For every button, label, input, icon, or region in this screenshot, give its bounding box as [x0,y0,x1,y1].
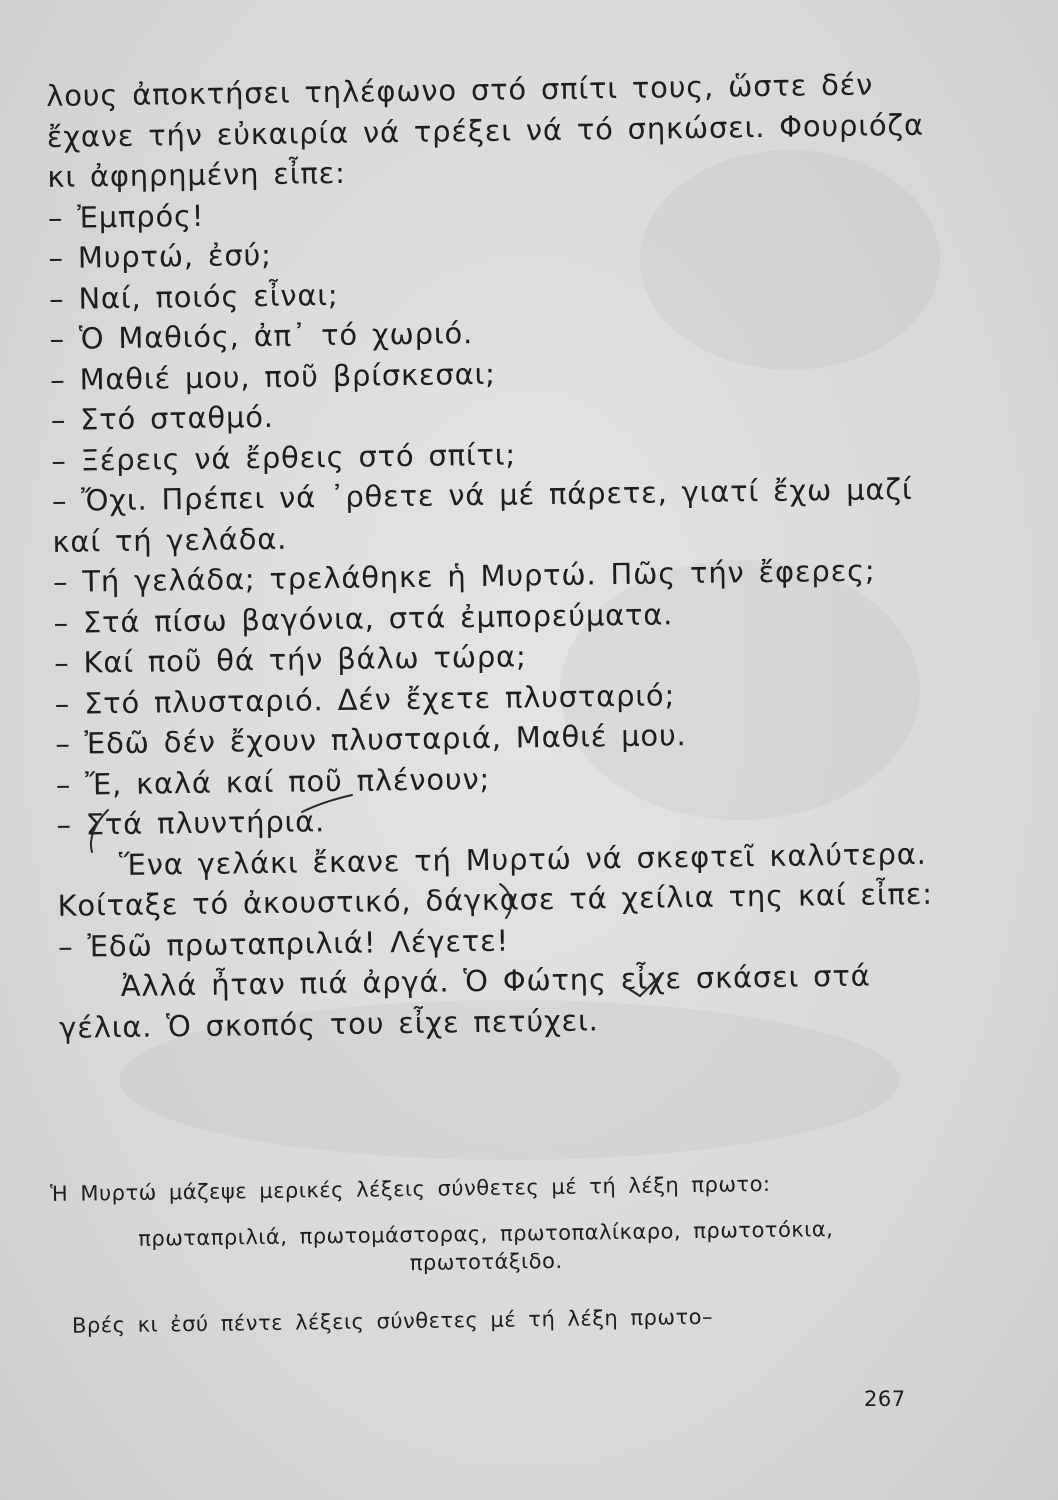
exercise-section [50,1168,912,1340]
dialogue-line: – Στά πλυντήρια. [56,804,326,842]
dialogue-line: – Ἐδῶ πρωταπριλιά! Λέγετε! [57,923,510,964]
dialogue-line: – Ἔ, καλά καί ποῦ πλένουν; [55,761,491,802]
dialogue-line: – Στό σταθμό. [50,399,275,437]
dialogue-line: – Μυρτώ, ἐσύ; [48,237,272,275]
exercise-examples-line: πρωτοτάξιδο. [409,1248,563,1275]
dialogue-line: – Τή γελάδα; τρελάθηκε ἡ Μυρτώ. Πῶς τήν ἔφερες; [52,553,876,599]
story-line: κι ἀφηρημένη εἶπε: [47,155,346,194]
exercise-intro: Ἡ Μυρτώ μάζεψε μερικές λέξεις σύνθετες μέ τή λέξη πρωτο: [50,1171,771,1206]
dialogue-line: – Ξέρεις νά ἔρθεις στό σπίτι; [51,436,517,478]
page-number: 267 [864,1387,906,1411]
dialogue-line: – Καί ποῦ θά τήν βάλω τώρα; [53,639,527,680]
exercise-examples-line: πρωταπριλιά, πρωτομάστορας, πρωτοπαλίκαρο, πρωτοτόκια, [138,1217,834,1251]
story-line: λους ἀποκτήσει τηλέφωνο στό σπίτι τους, ὥστε δέν [46,67,874,113]
dialogue-line: – Ὁ Μαθιός, ἀπ᾽ τό χωριό. [49,316,474,356]
dialogue-line: – Ὄχι. Πρέπει νά ᾽ρθετε νά μέ πάρετε, γιατί ἔχω μαζί [51,471,913,518]
dialogue-line: – Στά πίσω βαγόνια, στά ἐμπορεύματα. [53,596,674,640]
dialogue-line: – Ἐμπρός! [47,198,205,235]
dialogue-line: – Στό πλυσταριό. Δέν ἔχετε πλυσταριό; [54,677,676,721]
exercise-task: Βρές κι ἐσύ πέντε λέξεις σύνθετες μέ τή λέξη πρωτο– [71,1304,714,1338]
story-line: Ἀλλά ἦταν πιά ἀργά. Ὁ Φώτης εἶχε σκάσει στά [120,958,871,1004]
story-line: Ἕνα γελάκι ἔκανε τή Μυρτώ νά σκεφτεῖ καλύτερα. [118,836,927,882]
story-line: γέλια. Ὁ σκοπός του εἶχε πετύχει. [59,1002,599,1045]
dialogue-line: – Μαθιέ μου, ποῦ βρίσκεσαι; [50,356,496,397]
story-line: ἔχανε τήν εὐκαιρία νά τρέξει νά τό σηκώσει. Φουριόζα [46,107,925,154]
dialogue-line: – Ναί, ποιός εἶναι; [48,277,339,316]
dialogue-line: καί τή γελάδα. [52,521,288,559]
dialogue-line: – Ἐδῶ δέν ἔχουν πλυσταριά, Μαθιέ μου. [55,718,687,761]
story-text [46,64,933,1048]
story-line: Κοίταξε τό ἀκουστικό, δάγκασε τά χείλια της καί εἶπε: [57,876,933,923]
